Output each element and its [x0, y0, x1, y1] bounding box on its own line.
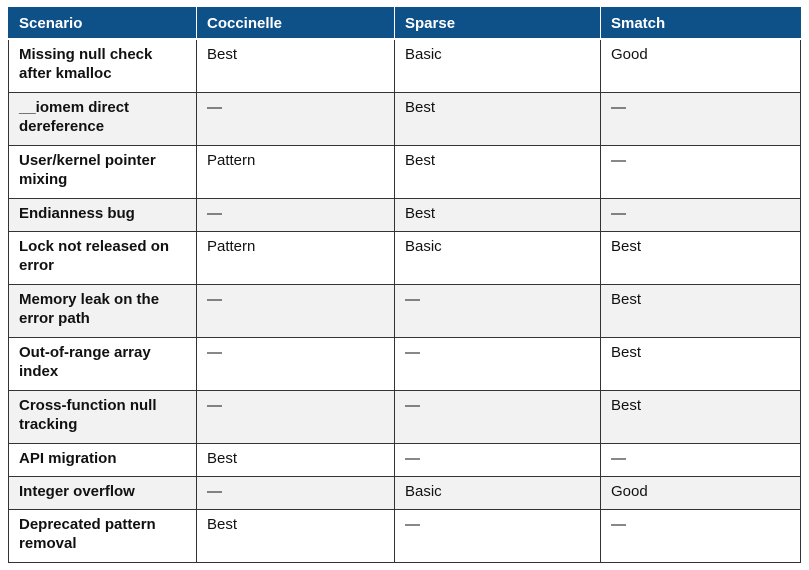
smatch-cell: —	[601, 509, 801, 562]
smatch-cell: Best	[601, 390, 801, 443]
header-row	[9, 8, 801, 40]
coccinelle-cell: Best	[197, 443, 395, 476]
sparse-cell: Basic	[395, 476, 601, 509]
coccinelle-cell: —	[197, 476, 395, 509]
scenario-cell: Integer overflow	[9, 476, 197, 509]
header-scenario: Scenario	[9, 8, 197, 40]
table-row	[9, 39, 801, 92]
scenario-cell: API migration	[9, 443, 197, 476]
scenario-cell: User/kernel pointer mixing	[9, 145, 197, 198]
table-row	[9, 337, 801, 390]
coccinelle-cell: —	[197, 284, 395, 337]
coccinelle-cell: Best	[197, 39, 395, 92]
smatch-cell: —	[601, 443, 801, 476]
table-row	[9, 476, 801, 509]
smatch-cell: Best	[601, 337, 801, 390]
scenario-cell: Out-of-range array index	[9, 337, 197, 390]
table-row	[9, 509, 801, 562]
tool-comparison-table	[8, 7, 801, 563]
smatch-cell: —	[601, 198, 801, 231]
table-row	[9, 390, 801, 443]
smatch-cell: Good	[601, 39, 801, 92]
sparse-cell: Best	[395, 145, 601, 198]
sparse-cell: Best	[395, 92, 601, 145]
coccinelle-cell: —	[197, 198, 395, 231]
smatch-cell: —	[601, 145, 801, 198]
coccinelle-cell: Pattern	[197, 145, 395, 198]
table-row	[9, 231, 801, 284]
table-row	[9, 145, 801, 198]
smatch-cell: Best	[601, 231, 801, 284]
header-sparse: Sparse	[395, 8, 601, 40]
scenario-cell: __iomem direct dereference	[9, 92, 197, 145]
sparse-cell: —	[395, 284, 601, 337]
table-row	[9, 198, 801, 231]
comparison-table-container	[8, 7, 800, 563]
coccinelle-cell: —	[197, 92, 395, 145]
coccinelle-cell: Pattern	[197, 231, 395, 284]
scenario-cell: Lock not released on error	[9, 231, 197, 284]
sparse-cell: Basic	[395, 39, 601, 92]
sparse-cell: —	[395, 337, 601, 390]
smatch-cell: Good	[601, 476, 801, 509]
sparse-cell: Basic	[395, 231, 601, 284]
table-row	[9, 443, 801, 476]
scenario-cell: Deprecated pattern removal	[9, 509, 197, 562]
coccinelle-cell: Best	[197, 509, 395, 562]
header-coccinelle: Coccinelle	[197, 8, 395, 40]
scenario-cell: Memory leak on the error path	[9, 284, 197, 337]
header-smatch: Smatch	[601, 8, 801, 40]
table-body	[9, 39, 801, 562]
sparse-cell: —	[395, 390, 601, 443]
coccinelle-cell: —	[197, 390, 395, 443]
sparse-cell: Best	[395, 198, 601, 231]
sparse-cell: —	[395, 443, 601, 476]
sparse-cell: —	[395, 509, 601, 562]
scenario-cell: Missing null check after kmalloc	[9, 39, 197, 92]
scenario-cell: Endianness bug	[9, 198, 197, 231]
smatch-cell: —	[601, 92, 801, 145]
table-row	[9, 284, 801, 337]
table-row	[9, 92, 801, 145]
scenario-cell: Cross-function null tracking	[9, 390, 197, 443]
table-header	[9, 8, 801, 40]
smatch-cell: Best	[601, 284, 801, 337]
coccinelle-cell: —	[197, 337, 395, 390]
